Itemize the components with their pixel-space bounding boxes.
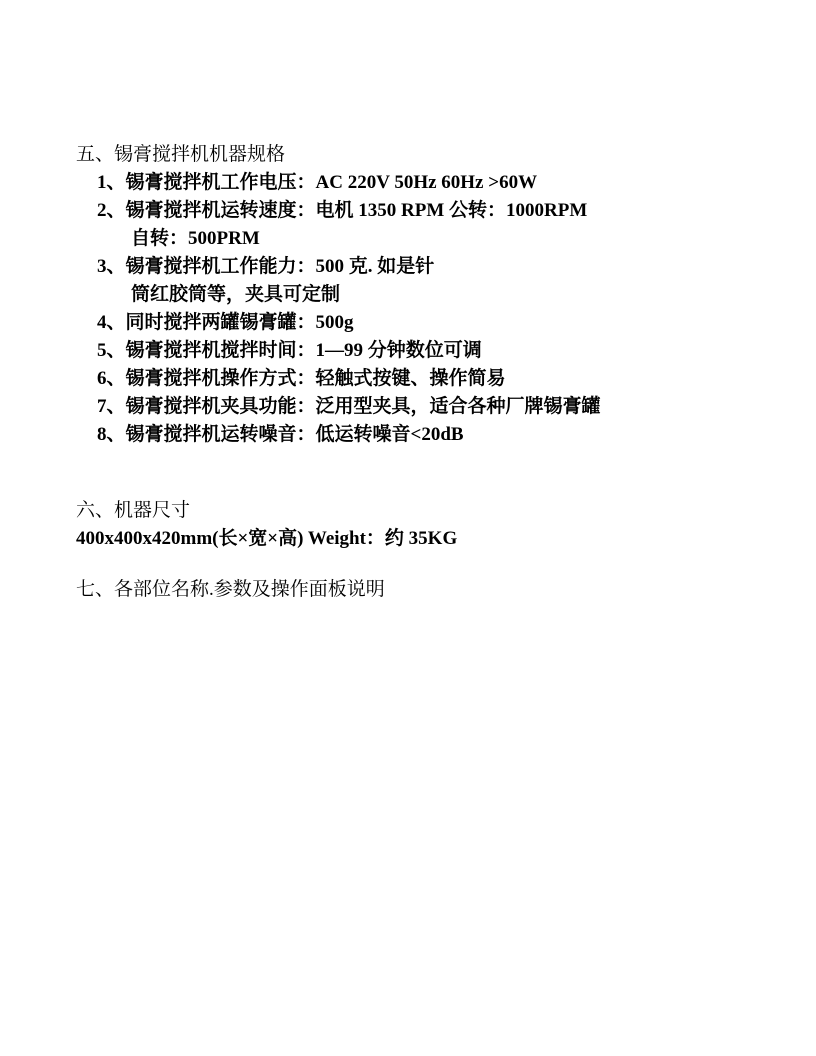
spec-item-voltage: 1、锡膏搅拌机工作电压：AC 220V 50Hz 60Hz >60W [97, 172, 538, 193]
spec-item-capacity: 3、锡膏搅拌机工作能力：500 克. 如是针 [97, 256, 435, 277]
section-6-heading: 六、机器尺寸 [76, 500, 191, 521]
spec-item-operation: 6、锡膏搅拌机操作方式：轻触式按键、操作简易 [97, 368, 506, 389]
spec-item-speed: 2、锡膏搅拌机运转速度：电机 1350 RPM 公转：1000RPM [97, 200, 588, 221]
machine-dimensions: 400x400x420mm(长×宽×高) Weight：约 35KG [76, 528, 458, 549]
spec-item-speed-continued: 自转：500PRM [131, 228, 260, 249]
spec-item-capacity-continued: 筒红胶筒等，夹具可定制 [131, 284, 341, 305]
spec-item-jars: 4、同时搅拌两罐锡膏罐：500g [97, 312, 354, 333]
section-7-heading: 七、各部位名称.参数及操作面板说明 [76, 579, 385, 600]
section-5-heading: 五、锡膏搅拌机机器规格 [76, 144, 286, 165]
spec-item-noise: 8、锡膏搅拌机运转噪音：低运转噪音<20dB [97, 424, 464, 445]
spec-item-fixture: 7、锡膏搅拌机夹具功能：泛用型夹具，适合各种厂牌锡膏罐 [97, 396, 601, 417]
spec-item-mixing-time: 5、锡膏搅拌机搅拌时间：1—99 分钟数位可调 [97, 340, 482, 361]
